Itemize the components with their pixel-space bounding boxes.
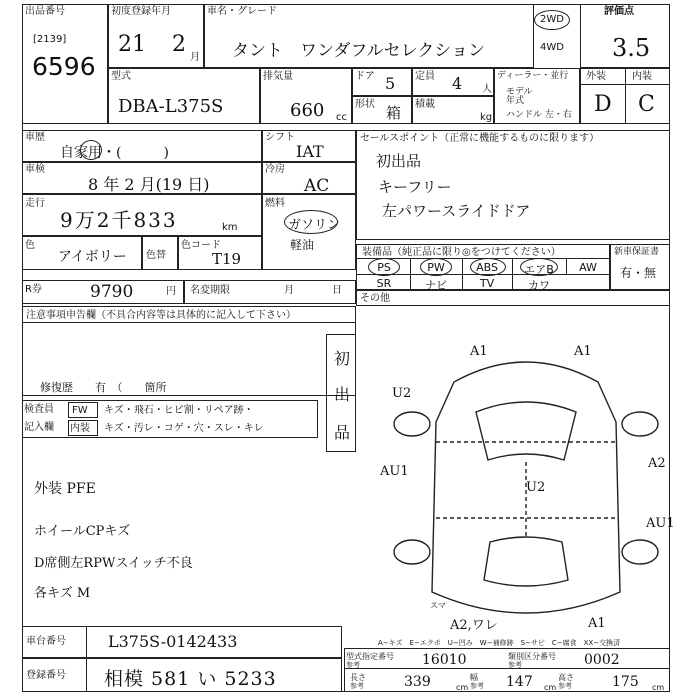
type-spec-value: 16010 — [422, 652, 467, 668]
color-code-value: T19 — [212, 250, 242, 268]
r-value: 9790 — [90, 282, 134, 302]
length-label: 長さ — [350, 673, 366, 682]
inspection-label: 車検 — [25, 164, 45, 175]
shape-label: 形状 — [355, 99, 375, 110]
class-ref: 参考 — [508, 661, 522, 669]
damage-mark-8: A2,ワレ — [450, 618, 498, 633]
load-label: 積載 — [415, 99, 435, 110]
repair-history-label: 修復歴 有 （ 箇所 — [40, 381, 167, 394]
damage-mark-2: A1 — [574, 344, 592, 359]
exterior-grade: D — [594, 92, 612, 117]
lot-sub: [2139] — [33, 34, 67, 45]
first-reg-month-unit: 月 — [190, 52, 200, 63]
drive-2wd-circle — [534, 10, 570, 30]
first-reg-label: 初度登録年月 — [111, 6, 171, 17]
handle-label: ハンドル 左・右 — [506, 110, 572, 120]
damage-mark-1: A1 — [470, 344, 488, 359]
height-unit: cm — [652, 683, 665, 692]
displacement-unit: cc — [336, 112, 347, 123]
ac-label: 冷房 — [265, 164, 285, 175]
mileage-value: 9万2千833 — [60, 208, 178, 232]
capacity-value: 4 — [452, 74, 463, 93]
model-label: 型式 — [111, 71, 131, 82]
damage-mark-7: AU1 — [646, 516, 675, 531]
equip-leather: カワ — [528, 279, 550, 292]
chassis-label: 車台番号 — [26, 636, 66, 647]
length-value: 339 — [404, 674, 431, 690]
type-spec-label: 型式指定番号 — [346, 652, 394, 661]
displacement-label: 排気量 — [263, 71, 293, 82]
equipment-label: 装備品（純正品に限り◎をつけてください） — [362, 247, 561, 258]
name-grade: タント ワンダフルセレクション — [232, 41, 485, 61]
model-value: DBA-L375S — [118, 96, 224, 117]
width-ref: 参考 — [470, 682, 484, 690]
interior-label: 内装 — [632, 71, 652, 82]
height-label: 高さ — [558, 673, 574, 682]
name-change-label: 名変期限 — [190, 285, 230, 296]
inspector-label-2: 記入欄 — [24, 422, 54, 433]
fuel-gasoline: ガソリン — [288, 218, 341, 233]
rear-window — [484, 537, 568, 586]
eval-score: 3.5 — [612, 34, 651, 62]
warranty-label: 新車保証書 — [614, 247, 660, 257]
repaint-label: 色替 — [146, 250, 166, 261]
chassis-value: L375S-0142433 — [108, 632, 238, 651]
usage-label: 車歴 — [25, 132, 45, 143]
length-unit: cm — [456, 683, 469, 692]
doors-label: ドア — [355, 71, 375, 82]
lot-number: 6596 — [32, 52, 96, 81]
damage-mark-4: AU1 — [380, 464, 409, 479]
eval-label: 評価点 — [604, 6, 634, 17]
sales-point-line-3: 左パワースライドドア — [382, 202, 531, 220]
displacement-value: 660 — [290, 100, 325, 121]
mileage-label: 走行 — [25, 198, 45, 209]
shift-value: IAT — [296, 142, 324, 161]
equip-ps: PS — [377, 261, 391, 274]
inspector-row-2: キズ・汚レ・コゲ・穴・スレ・キレ — [104, 423, 264, 434]
ac-value: AC — [304, 176, 330, 196]
exterior-label: 外装 — [586, 71, 606, 82]
first-listing-2: 出 — [334, 385, 351, 404]
fuel-circle — [284, 210, 341, 234]
usage-value: 自家用・( ) — [60, 145, 169, 161]
capacity-label: 定員 — [415, 71, 435, 82]
inspector-label-1: 検査員 — [24, 404, 54, 415]
equip-aw: AW — [579, 261, 597, 274]
registration-value: 相模 581 い 5233 — [104, 668, 277, 690]
equip-abs: ABS — [476, 261, 498, 274]
spot-label: スマ — [430, 601, 446, 610]
remark-line-4: 各キズ M — [34, 586, 91, 601]
first-listing-3: 品 — [334, 423, 351, 442]
lot-label: 出品番号 — [25, 6, 65, 17]
warranty-value: 有・無 — [620, 266, 657, 280]
remark-line-2: ホイールCPキズ — [34, 524, 131, 539]
remark-line-3: D席側左RPWスイッチ不良 — [34, 556, 193, 571]
remark-line-1: 外装 PFE — [34, 481, 96, 497]
class-label: 類別区分番号 — [508, 652, 556, 661]
dealer-label: ディーラー・並行 — [497, 71, 569, 81]
length-ref: 参考 — [350, 682, 364, 690]
inspector-interior: 内装 — [70, 423, 90, 434]
damage-mark-6: A2 — [648, 456, 666, 471]
inspector-row-1: キズ・飛石・ヒビ割・リペア跡・ — [104, 405, 254, 416]
equip-tv: TV — [479, 277, 495, 290]
height-ref: 参考 — [558, 682, 572, 690]
equip-sr: SR — [376, 277, 392, 290]
r-label: R券 — [25, 284, 42, 295]
registration-label: 登録番号 — [26, 670, 66, 681]
first-reg-month: 2 — [172, 32, 186, 57]
usage-circle — [80, 140, 102, 160]
sales-point-line-1: 初出品 — [376, 152, 422, 170]
others-box — [356, 290, 670, 306]
equip-pw: PW — [427, 261, 445, 274]
width-value: 147 — [506, 674, 533, 690]
shift-label: シフト — [265, 132, 295, 143]
shape-value: 箱 — [386, 104, 402, 122]
doors-value: 5 — [385, 74, 396, 93]
type-spec-ref: 参考 — [346, 661, 360, 669]
damage-mark-5: U2 — [526, 480, 546, 495]
first-listing-1: 初 — [334, 349, 351, 368]
fuel-diesel: 軽油 — [290, 238, 315, 252]
drive-4wd: 4WD — [540, 42, 564, 53]
damage-mark-3: U2 — [392, 386, 412, 401]
capacity-unit: 人 — [482, 84, 492, 95]
damage-mark-9: A1 — [588, 616, 606, 631]
width-label: 幅 — [470, 673, 478, 682]
class-value: 0002 — [584, 652, 620, 668]
color-value: アイボリー — [58, 249, 127, 265]
r-unit: 円 — [166, 286, 176, 297]
inspector-fw: FW — [72, 405, 88, 416]
name-grade-label: 車名・グレード — [207, 6, 277, 17]
interior-grade: C — [638, 92, 655, 117]
sales-point-label: セールスポイント（正常に機能するものに限ります） — [360, 133, 600, 144]
notes-label: 注意事項申告欄（不具合内容等は具体的に記入して下さい） — [26, 310, 296, 321]
mileage-unit: km — [222, 222, 238, 233]
others-label: その他 — [360, 293, 390, 304]
height-value: 175 — [612, 674, 639, 690]
model-year-label: モデル年式 — [506, 87, 533, 106]
windshield — [476, 402, 576, 460]
inspection-value: 8 年 2 月(19 日) — [88, 175, 210, 194]
fuel-label: 燃料 — [265, 198, 285, 209]
equip-navi: ナビ — [425, 279, 447, 292]
name-change-day: 日 — [332, 285, 342, 296]
equip-airbag: エアB — [524, 263, 554, 276]
damage-legend: A−キズ E−エクボ U−凹み W−補修跡 S−サビ C−腐食 XX−交換済 — [378, 639, 621, 647]
color-code-label: 色コード — [181, 240, 221, 251]
width-unit: cm — [544, 683, 557, 692]
name-change-month: 月 — [284, 285, 294, 296]
drive-2wd: 2WD — [540, 14, 564, 25]
load-unit: kg — [480, 112, 493, 123]
sales-point-line-2: キーフリー — [378, 178, 452, 196]
color-label: 色 — [25, 240, 35, 251]
first-reg-year: 21 — [118, 32, 146, 57]
